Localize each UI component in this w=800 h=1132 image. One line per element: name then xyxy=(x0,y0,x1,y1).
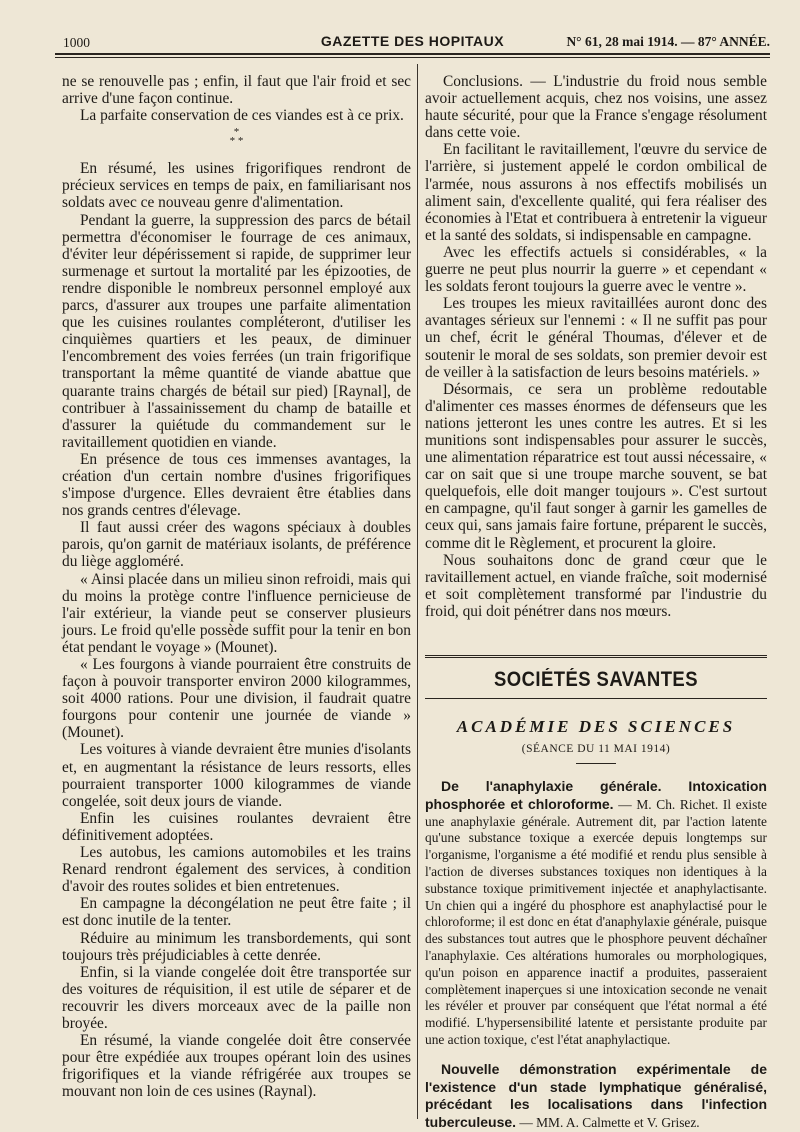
page-number: 1000 xyxy=(63,35,90,50)
communication-title: De l'anaphylaxie générale. Intoxication phosphorée et chloroforme. xyxy=(425,778,767,812)
paragraph: En résumé, la viande congelée doit être conservée pour être expédiée aux troupes opérant loin des usines frigorifiques et la viande réfrigérée aux troupes se mouvant non loin de ces usines (Raynal). xyxy=(62,1032,411,1101)
paragraph: En campagne la décongélation ne peut être faite ; il est donc inutile de la tenter. xyxy=(62,895,411,930)
paragraph: Réduire au minimum les transbordements, qui sont toujours très préjudiciables à cette denrée. xyxy=(62,929,411,964)
paragraph: Désormais, ce sera un problème redoutable d'alimenter ces masses énormes de défenseurs que les nations jetteront les unes contre les autres. Et si les munitions sont indispensables pour assurer le succès, une alimentation réparatrice est tout aussi nécessaire, « car on sait que si une troupe marche souvent, se bat quelquefois, elle doit manger toujours ». C'est surtout en campagne, qu'il faut songer à garnir les gamelles de ceux qui, sans jamais faire fortune, préparent le succès, comme dit le Règlement, et procurent la gloire. xyxy=(425,380,767,552)
paragraph: Enfin, si la viande congelée doit être transportée sur des voitures de réquisition, il est utile de séparer et de recouvrir les divers morceaux avec de la paille non broyée. xyxy=(62,963,411,1032)
column-separator xyxy=(417,64,418,1119)
paragraph: En facilitant le ravitaillement, l'œuvre du service de l'arrière, si justement appelé le cordon ombilical de l'armée, nous assurons à nos effectifs mobilisés un aliment sain, d'excellente qualité, qui fera réaliser des économies à l'Etat et contribuera à entretenir la vigueur et la santé des soldats, si indispensable en campagne. xyxy=(425,141,767,244)
paragraph: Les troupes les mieux ravitaillées auront donc des avantages sérieux sur l'ennemi : « Il ne suffit pas pour un chef, écrit le général Thoumas, d'élever et de soutenir le moral de ses soldats, son premier devoir est de veiller à la satisfaction de leurs besoins matériels. » xyxy=(425,295,767,381)
session-date: (SÉANCE DU 11 MAI 1914) xyxy=(521,743,671,755)
section-separator: * * * xyxy=(229,126,244,148)
communication-text: — MM. A. Calmette et V. Grisez. xyxy=(519,1115,700,1131)
issue-info: N° 61, 28 mai 1914. — 87° ANNÉE. xyxy=(566,34,770,49)
paragraph: Avec les effectifs actuels si considérables, « la guerre ne peut plus nourrir la guerre » et cependant « les soldats feront toujours la guerre avec le ventre ». xyxy=(425,243,767,296)
left-column xyxy=(62,73,411,1100)
communication-title: Nouvelle démonstration expérimentale de l'existence d'un stade lymphatique généralisé, précédant les localisations dans l'infection tuberculeuse. xyxy=(425,1060,767,1131)
right-column xyxy=(425,73,767,620)
paragraph: Enfin les cuisines roulantes devraient être définitivement adoptées. xyxy=(62,809,411,844)
paragraph: La parfaite conservation de ces viandes est à ce prix. xyxy=(80,107,404,125)
paragraph: Conclusions. — L'industrie du froid nous semble avoir actuellement acquis, chez nos voisins, une assez haute sécurité, pour que la France s'engage résolument dans cette voie. xyxy=(425,73,767,142)
header-rule xyxy=(55,53,770,55)
section-title: SOCIÉTÉS SAVANTES xyxy=(494,668,698,691)
paragraph: Les autobus, les camions automobiles et les trains Renard rendront également des services, à condition d'avoir des routes solides et bien entretenues. xyxy=(62,844,411,896)
academy-heading: ACADÉMIE DES SCIENCES xyxy=(456,717,736,736)
paragraph: « Ainsi placée dans un milieu sinon refroidi, mais qui du moins la protège contre l'influence pernicieuse de l'air extérieur, la viande peut se conserver plusieurs jours. Le froid qu'elle possède suffit pour la tenir en bon état pendant le voyage » (Mounet). xyxy=(62,570,411,656)
section-double-rule xyxy=(425,655,767,658)
communication-text: — M. Ch. Richet. Il existe une anaphylaxie générale. Autrement dit, par l'action latente qu'une substance toxique a exercée depuis longtemps sur l'organisme, l'organisme a été modifié et rendu plus sensible à l'action de diverses substances toxiques non identiques à la substance toxique primitivement injectée et anaphylactisante. Un chien qui a ingéré du phosphore est anaphylactisé pour le chloroforme; il est donc en état d'anaphylaxie générale, puisque des substances tout autres que le phosphore peuvent déchaîner l'anaphylaxie. Ces altérations humorales ou morphologiques, qu'un poison en apparence inactif a produites, passeraient complètement inaperçues si une intoxication seconde ne venait les révéler et prouver par conséquent que l'état normal a été modifié. L'hypersensibilité latente et persistante produite par une action toxique, c'est l'état anaphylactique. xyxy=(425,796,767,1047)
paragraph: ne se renouvelle pas ; enfin, il faut que l'air froid et sec arrive d'une façon continue. xyxy=(62,73,411,108)
communication-1 xyxy=(425,778,767,1049)
short-rule xyxy=(576,763,616,764)
paragraph: Pendant la guerre, la suppression des parcs de bétail permettra d'économiser le fourrage de ces animaux, d'éviter leur dépérissement si rapide, de supprimer leur surmenage et surtout la mortalité par les épizooties, de rendre disponible le nombreux personnel employé aux parcs, d'assurer aux troupes une parfaite alimentation que les cuisines roulantes compléteront, d'utiliser les cinquièmes quartiers et les peaux, de diminuer l'encombrement des voies ferrées (un train frigorifique transportant la même quantité de viande abattue que quarante trains chargés de bétail sur pied) [Raynal], de contribuer à l'assainissement du champ de bataille et d'assurer la quiétude du commandement sur le ravitaillement quotidien en viande. xyxy=(62,211,411,451)
societes-savantes-section xyxy=(425,655,767,1132)
paragraph: En résumé, les usines frigorifiques rendront de précieux services en temps de paix, en familiarisant nos soldats avec ce nouveau genre d'alimentation. xyxy=(62,160,411,212)
paragraph: Nous souhaitons donc de grand cœur que le ravitaillement actuel, en viande fraîche, soit modernisé et soit complètement transformé par l'industrie du froid, qui doit pénétrer dans nos mœurs. xyxy=(425,551,767,620)
communication-2 xyxy=(425,1061,767,1132)
paragraph: Il faut aussi créer des wagons spéciaux à doubles parois, qu'on garnit de matériaux isolants, de préférence du liège aggloméré. xyxy=(62,519,411,571)
paragraph: En présence de tous ces immenses avantages, la création d'un certain nombre d'usines frigorifiques s'impose d'urgence. Elles devraient être établies dans nos grands centres d'élevage. xyxy=(62,450,411,520)
paragraph: « Les fourgons à viande pourraient être construits de façon à pouvoir transporter environ 2000 kilogrammes, soit 4000 rations. Pour une division, il faudrait quatre fourgons pour contenir une journée de viande » (Mounet). xyxy=(62,656,411,742)
journal-title: GAZETTE DES HOPITAUX xyxy=(320,33,505,49)
section-rule xyxy=(425,698,767,699)
paragraph: Les voitures à viande devraient être munies d'isolants et, en augmentant la résistance de leurs ressorts, elles pourraient transporter 1000 kilogrammes de viande congelée, soit deux jours de viande. xyxy=(62,741,411,810)
header-rule-thin xyxy=(55,57,770,58)
page-header xyxy=(55,33,770,51)
